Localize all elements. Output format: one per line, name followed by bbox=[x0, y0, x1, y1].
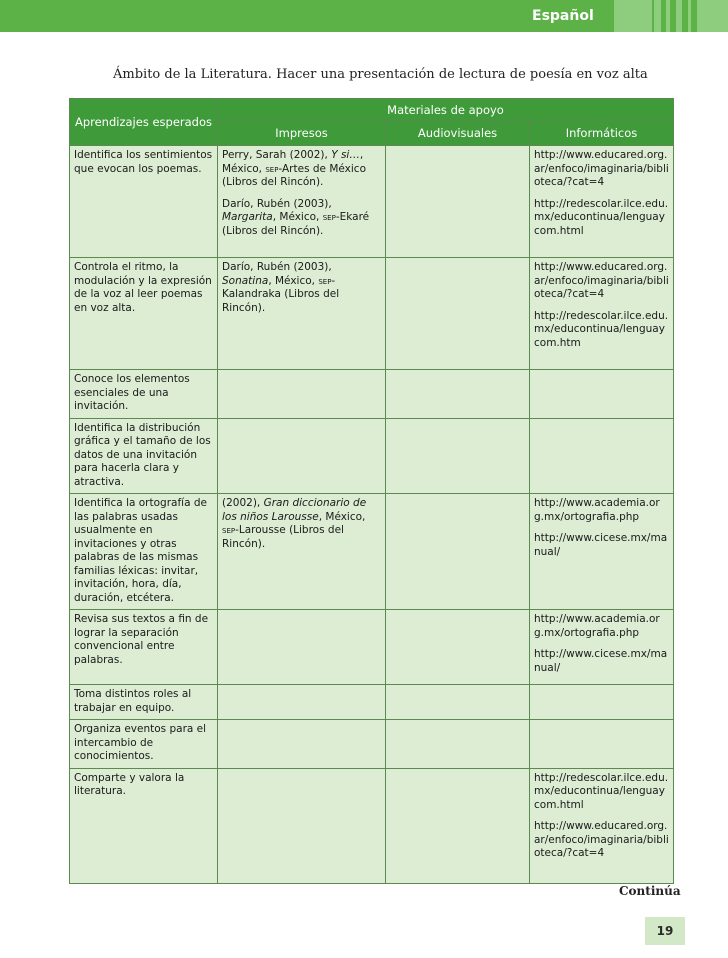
informaticos-cell bbox=[530, 768, 674, 883]
aprendizaje-cell: Toma distintos roles al trabajar en equipo. bbox=[70, 685, 218, 720]
impresos-entry: (2002), Gran diccionario de los niños Larousse, México, sep-Larousse (Libros del Rincón). bbox=[222, 497, 367, 550]
continues-label: Continúa bbox=[619, 884, 681, 898]
url-link[interactable]: http://www.academia.org.mx/ortografia.php bbox=[534, 613, 660, 639]
aprendizaje-cell: Conoce los elementos esenciales de una invitación. bbox=[70, 370, 218, 419]
top-header-bar bbox=[0, 0, 728, 32]
audiovisuales-cell bbox=[386, 768, 530, 883]
header-materiales: Materiales de apoyo bbox=[218, 99, 674, 121]
table-row bbox=[70, 370, 674, 419]
header-decoration bbox=[676, 0, 682, 32]
aprendizaje-cell: Identifica los sentimientos que evocan los poemas. bbox=[70, 146, 218, 258]
url-link[interactable]: http://redescolar.ilce.edu.mx/educontinua/lenguaycom.html bbox=[534, 771, 669, 811]
impresos-cell bbox=[218, 418, 386, 494]
informaticos-cell bbox=[530, 418, 674, 494]
url-link[interactable]: http://www.educared.org.ar/enfoco/imaginaria/biblioteca/?cat=4 bbox=[534, 820, 669, 859]
table-row bbox=[70, 720, 674, 769]
header-aprendizajes: Aprendizajes esperados bbox=[70, 99, 218, 146]
informaticos-cell bbox=[530, 258, 674, 370]
url-link[interactable]: http://redescolar.ilce.edu.mx/educontinua/lenguaycom.html bbox=[534, 197, 669, 237]
informaticos-cell bbox=[530, 720, 674, 769]
table-row bbox=[70, 494, 674, 610]
informaticos-cell bbox=[530, 610, 674, 685]
table-row bbox=[70, 768, 674, 883]
section-heading: Ámbito de la Literatura. Hacer una presentación de lectura de poesía en voz alta bbox=[113, 67, 648, 82]
table-row bbox=[70, 685, 674, 720]
table-row bbox=[70, 418, 674, 494]
impresos-cell bbox=[218, 720, 386, 769]
aprendizaje-cell: Controla el ritmo, la modulación y la expresión de la voz al leer poemas en voz alta. bbox=[70, 258, 218, 370]
impresos-entry: Perry, Sarah (2002), Y si…, México, sep-Artes de México (Libros del Rincón). bbox=[222, 149, 367, 188]
subject-label: Español bbox=[532, 8, 594, 24]
informaticos-cell bbox=[530, 685, 674, 720]
informaticos-cell bbox=[530, 494, 674, 610]
materials-table bbox=[69, 98, 674, 884]
header-decoration bbox=[666, 0, 670, 32]
impresos-cell bbox=[218, 685, 386, 720]
header-decoration bbox=[688, 0, 691, 32]
impresos-cell bbox=[218, 494, 386, 610]
impresos-entry: Darío, Rubén (2003), Margarita, México, sep-Ekaré (Libros del Rincón). bbox=[222, 197, 370, 237]
aprendizaje-cell: Comparte y valora la literatura. bbox=[70, 768, 218, 883]
url-link[interactable]: http://www.educared.org.ar/enfoco/imaginaria/biblioteca/?cat=4 bbox=[534, 261, 669, 300]
url-link[interactable]: http://www.cicese.mx/manual/ bbox=[534, 648, 668, 674]
header-impresos: Impresos bbox=[218, 121, 386, 146]
url-link[interactable]: http://www.educared.org.ar/enfoco/imaginaria/biblioteca/?cat=4 bbox=[534, 149, 669, 188]
audiovisuales-cell bbox=[386, 720, 530, 769]
header-decoration bbox=[654, 0, 661, 32]
informaticos-cell bbox=[530, 370, 674, 419]
audiovisuales-cell bbox=[386, 685, 530, 720]
url-link[interactable]: http://www.academia.org.mx/ortografia.php bbox=[534, 497, 660, 523]
audiovisuales-cell bbox=[386, 418, 530, 494]
header-audiovisuales: Audiovisuales bbox=[386, 121, 530, 146]
header-informaticos: Informáticos bbox=[530, 121, 674, 146]
header-decoration bbox=[614, 0, 652, 32]
url-link[interactable]: http://redescolar.ilce.edu.mx/educontinua/lenguaycom.htm bbox=[534, 309, 669, 349]
audiovisuales-cell bbox=[386, 610, 530, 685]
header-decoration bbox=[697, 0, 728, 32]
audiovisuales-cell bbox=[386, 370, 530, 419]
audiovisuales-cell bbox=[386, 258, 530, 370]
audiovisuales-cell bbox=[386, 146, 530, 258]
audiovisuales-cell bbox=[386, 494, 530, 610]
impresos-cell bbox=[218, 768, 386, 883]
impresos-cell bbox=[218, 258, 386, 370]
table-row bbox=[70, 610, 674, 685]
informaticos-cell bbox=[530, 146, 674, 258]
table-row bbox=[70, 258, 674, 370]
aprendizaje-cell: Organiza eventos para el intercambio de conocimientos. bbox=[70, 720, 218, 769]
page-number: 19 bbox=[645, 917, 685, 945]
aprendizaje-cell: Revisa sus textos a fin de lograr la separación convencional entre palabras. bbox=[70, 610, 218, 685]
aprendizaje-cell: Identifica la ortografía de las palabras usadas usualmente en invitaciones y otras palabras de las mismas familias léxicas: invitar, invitación, hora, día, duración, etcétera. bbox=[70, 494, 218, 610]
impresos-entry: Darío, Rubén (2003), Sonatina, México, sep-Kalandraka (Libros del Rincón). bbox=[222, 261, 340, 314]
impresos-cell bbox=[218, 610, 386, 685]
table-row bbox=[70, 146, 674, 258]
impresos-cell bbox=[218, 146, 386, 258]
aprendizaje-cell: Identifica la distribución gráfica y el tamaño de los datos de una invitación para hacerla clara y atractiva. bbox=[70, 418, 218, 494]
impresos-cell bbox=[218, 370, 386, 419]
url-link[interactable]: http://www.cicese.mx/manual/ bbox=[534, 532, 668, 558]
